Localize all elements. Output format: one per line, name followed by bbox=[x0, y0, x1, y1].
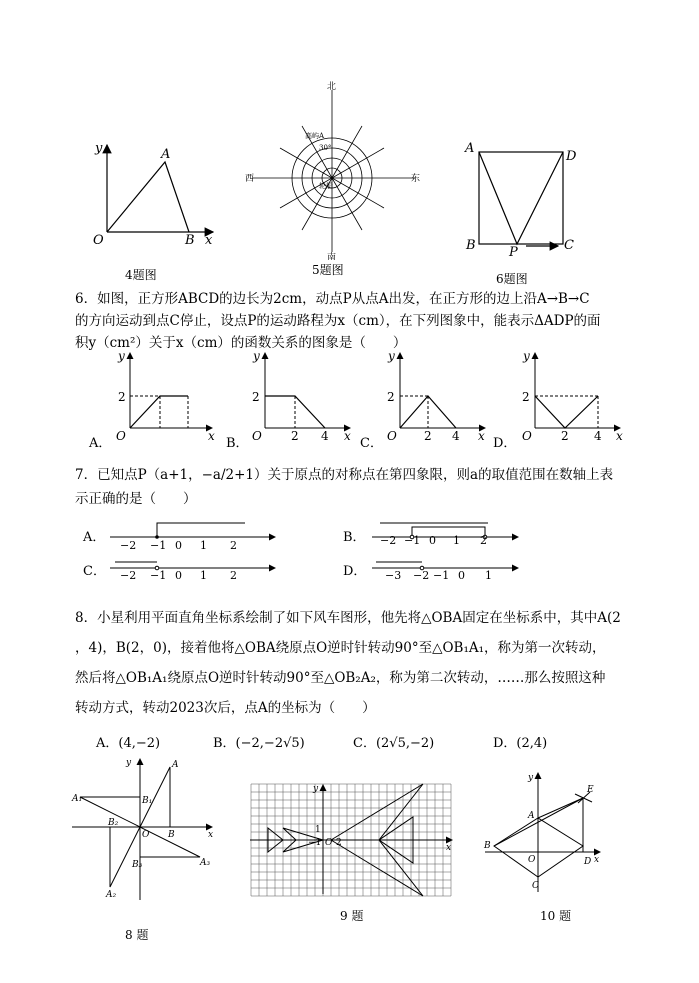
q8-option-b: B．(−2,−2√5) bbox=[213, 736, 305, 751]
numberline-c bbox=[110, 562, 275, 582]
svg-text:2: 2 bbox=[522, 390, 530, 404]
svg-text:y: y bbox=[313, 784, 319, 794]
q6-option-b: B． bbox=[226, 436, 249, 451]
svg-text:D: D bbox=[584, 857, 592, 867]
q6-line1: 6．如图，正方形ABCD的边长为2cm，动点P从点A出发，在正方形的边上沿A→B→C bbox=[75, 291, 590, 307]
svg-text:y: y bbox=[126, 758, 132, 768]
fig4-o: O bbox=[93, 233, 104, 248]
svg-text:B: B bbox=[484, 841, 491, 851]
q7-line2: 示正确的是（ ） bbox=[75, 491, 197, 507]
svg-text:1: 1 bbox=[453, 534, 460, 547]
fig6-p: P bbox=[509, 245, 518, 258]
figure-8-windmill bbox=[70, 755, 220, 905]
compass-west: 西 bbox=[245, 174, 255, 184]
svg-text:O: O bbox=[528, 855, 536, 865]
svg-text:B₃: B₃ bbox=[132, 860, 143, 870]
q6-line3: 积y（cm²）关于x（cm）的函数关系的图象是（ ） bbox=[75, 335, 407, 351]
svg-text:B: B bbox=[168, 830, 175, 840]
svg-text:A: A bbox=[528, 811, 535, 821]
figure-6-square bbox=[460, 138, 590, 258]
q6-line2: 的方向运动到点C停止，设点P的运动路程为x（cm），在下列图象中，能表示ΔADP的面 bbox=[75, 313, 601, 329]
question-6 bbox=[75, 288, 635, 354]
fig5-caption: 5题图 bbox=[312, 263, 344, 277]
svg-text:x: x bbox=[208, 429, 215, 443]
svg-text:x: x bbox=[446, 843, 452, 853]
svg-text:−2: −2 bbox=[120, 539, 137, 552]
svg-text:A₂: A₂ bbox=[106, 890, 117, 900]
svg-text:B₁: B₁ bbox=[142, 796, 153, 806]
fig4-a: A bbox=[161, 147, 171, 162]
fig6-b: B bbox=[466, 238, 476, 253]
svg-text:x: x bbox=[478, 429, 485, 443]
q7-option-d: D． bbox=[343, 564, 367, 579]
svg-text:y: y bbox=[118, 349, 125, 363]
svg-text:x: x bbox=[594, 855, 600, 865]
q8-option-c: C．(2√5,−2) bbox=[353, 736, 435, 751]
svg-text:x: x bbox=[616, 429, 623, 443]
svg-text:2: 2 bbox=[291, 429, 299, 443]
svg-text:O: O bbox=[522, 429, 532, 443]
svg-text:2: 2 bbox=[480, 534, 487, 547]
q7-option-b: B． bbox=[343, 530, 366, 545]
numberline-b bbox=[372, 523, 518, 547]
q8-option-d: D．(2,4) bbox=[493, 736, 548, 751]
svg-text:−1: −1 bbox=[404, 534, 421, 547]
question-7 bbox=[75, 463, 635, 511]
svg-text:O: O bbox=[142, 830, 150, 840]
svg-text:2: 2 bbox=[252, 390, 260, 404]
svg-text:2: 2 bbox=[561, 429, 569, 443]
svg-text:O: O bbox=[325, 838, 333, 848]
q7-option-a: A． bbox=[83, 530, 106, 545]
figure-9-grid bbox=[248, 782, 456, 897]
q6-option-d: D． bbox=[493, 436, 517, 451]
graph-d bbox=[522, 349, 623, 443]
q8-option-a: A．(4,−2) bbox=[96, 736, 161, 751]
svg-text:−1: −1 bbox=[150, 539, 167, 552]
compass-south: 南 bbox=[327, 253, 337, 260]
fig9-caption: 9 题 bbox=[340, 909, 364, 923]
fig10-caption: 10 题 bbox=[540, 909, 572, 923]
svg-text:4: 4 bbox=[452, 429, 460, 443]
fig6-caption: 6题图 bbox=[496, 272, 528, 286]
figure-4 bbox=[85, 140, 225, 255]
svg-text:0: 0 bbox=[458, 569, 465, 582]
svg-text:A₁: A₁ bbox=[72, 794, 83, 804]
svg-text:2: 2 bbox=[230, 539, 237, 552]
svg-text:−1: −1 bbox=[308, 838, 322, 848]
svg-text:−1: −1 bbox=[150, 569, 167, 582]
question-8 bbox=[75, 603, 635, 723]
fig4-b: B bbox=[185, 233, 195, 248]
svg-text:y: y bbox=[523, 349, 530, 363]
fig4-y: y bbox=[95, 141, 103, 156]
svg-text:O: O bbox=[116, 429, 126, 443]
fig8-caption: 8 题 bbox=[125, 928, 149, 942]
numberline-d bbox=[372, 562, 518, 582]
compass-center: 轮船 bbox=[319, 182, 333, 190]
q7-line1: 7．已知点P（a+1，−a/2+1）关于原点的对称点在第四象限，则a的取值范围在数轴上表 bbox=[75, 467, 614, 483]
svg-text:−1: −1 bbox=[433, 569, 450, 582]
svg-text:2: 2 bbox=[118, 390, 126, 404]
svg-text:B₂: B₂ bbox=[108, 818, 119, 828]
graph-c bbox=[387, 349, 485, 443]
svg-text:y: y bbox=[528, 773, 534, 783]
svg-text:0: 0 bbox=[175, 539, 182, 552]
q8-line1: 8．小星利用平面直角坐标系绘制了如下风车图形，他先将△OBA固定在坐标系中，其中A(2 bbox=[75, 610, 621, 626]
svg-text:x: x bbox=[208, 830, 214, 840]
svg-text:A: A bbox=[172, 760, 179, 770]
svg-text:O: O bbox=[387, 429, 397, 443]
svg-text:0: 0 bbox=[175, 569, 182, 582]
svg-text:y: y bbox=[388, 349, 395, 363]
numberline-a bbox=[110, 523, 275, 552]
compass-east: 东 bbox=[411, 174, 421, 184]
svg-text:E: E bbox=[587, 785, 594, 795]
q6-option-a: A． bbox=[89, 436, 112, 451]
graph-b bbox=[252, 349, 351, 443]
figure-5-compass bbox=[245, 80, 430, 260]
fig6-d: D bbox=[566, 149, 577, 164]
q8-line4: 转动方式，转动2023次后，点A的坐标为（ ） bbox=[75, 700, 376, 716]
svg-text:y: y bbox=[253, 349, 260, 363]
svg-text:C: C bbox=[532, 881, 539, 891]
svg-text:2: 2 bbox=[424, 429, 432, 443]
fig6-c: C bbox=[564, 238, 574, 253]
svg-text:x: x bbox=[344, 429, 351, 443]
figure-10-rhombus bbox=[480, 770, 605, 895]
svg-text:O: O bbox=[252, 429, 262, 443]
fig4-caption: 4题图 bbox=[125, 268, 157, 282]
compass-island: 高屿A bbox=[305, 132, 325, 140]
compass-north: 北 bbox=[327, 82, 337, 92]
svg-text:A₃: A₃ bbox=[200, 858, 211, 868]
compass-deg: 30° bbox=[319, 144, 332, 152]
svg-text:1: 1 bbox=[315, 825, 321, 835]
svg-text:−2: −2 bbox=[120, 569, 137, 582]
svg-text:−3: −3 bbox=[385, 569, 402, 582]
q6-option-c: C． bbox=[360, 436, 383, 451]
svg-text:−2: −2 bbox=[380, 534, 397, 547]
svg-text:4: 4 bbox=[321, 429, 329, 443]
fig4-x: x bbox=[205, 233, 213, 248]
svg-text:−2: −2 bbox=[413, 569, 430, 582]
q8-line2: ，4)，B(2，0)，接着他将△OBA绕原点O逆时针转动90°至△OB₁A₁，称为第一次转动， bbox=[75, 640, 606, 656]
q7-option-c: C． bbox=[83, 564, 106, 579]
svg-text:2: 2 bbox=[387, 390, 395, 404]
svg-text:2: 2 bbox=[336, 838, 342, 848]
svg-text:1: 1 bbox=[485, 569, 492, 582]
q8-line3: 然后将△OB₁A₁绕原点O逆时针转动90°至△OB₂A₂，称为第二次转动，……那么按照这种 bbox=[75, 670, 606, 686]
graph-a bbox=[116, 349, 215, 443]
svg-text:1: 1 bbox=[200, 569, 207, 582]
svg-text:1: 1 bbox=[200, 539, 207, 552]
svg-text:0: 0 bbox=[429, 534, 436, 547]
fig6-a: A bbox=[465, 141, 475, 156]
svg-text:2: 2 bbox=[230, 569, 237, 582]
svg-text:4: 4 bbox=[594, 429, 602, 443]
